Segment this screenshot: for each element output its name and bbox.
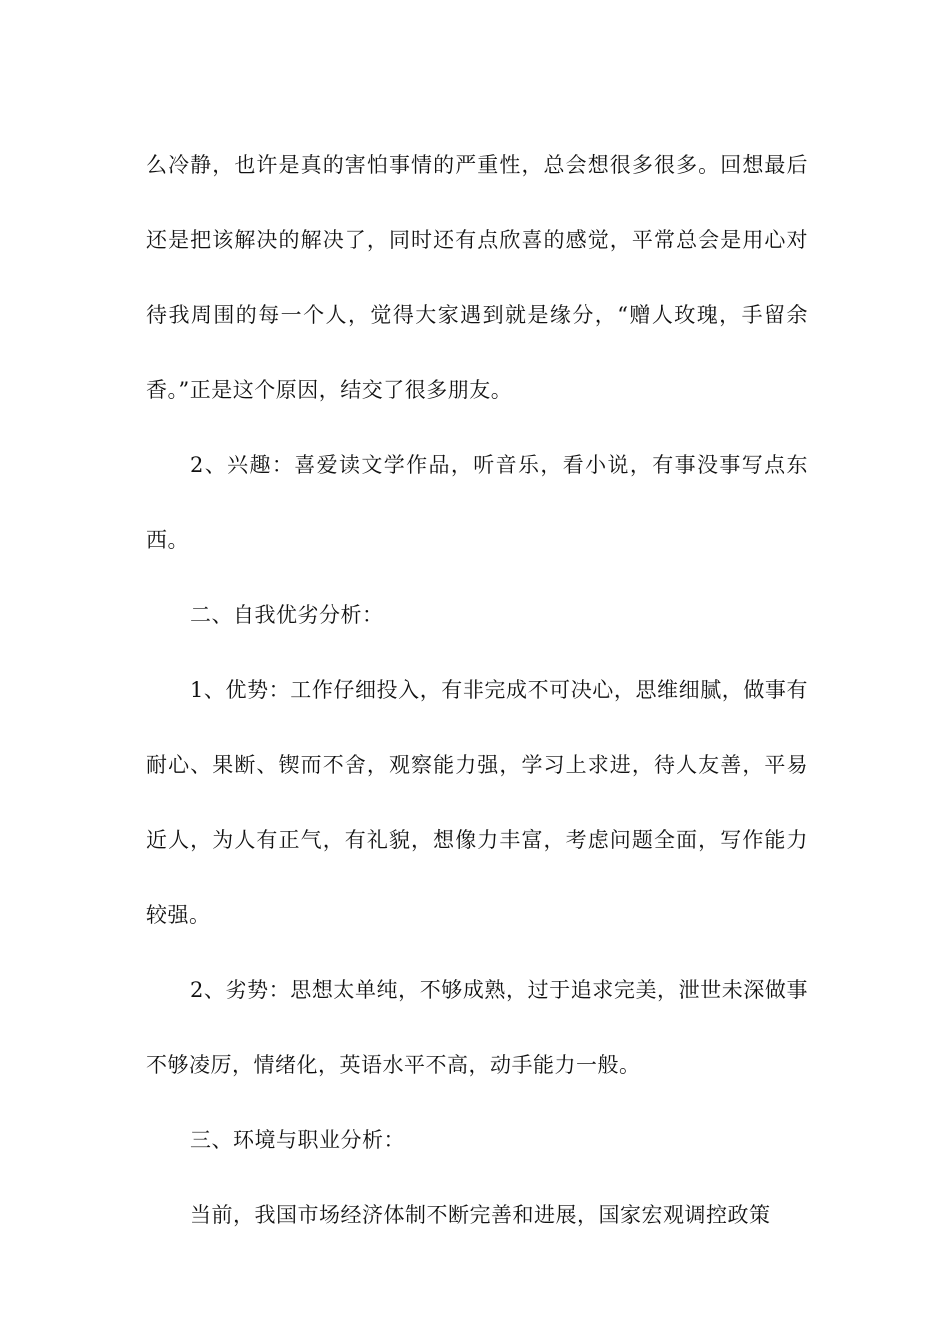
- paragraph-current-situation: 当前，我国市场经济体制不断完善和进展，国家宏观调控政策: [190, 1203, 771, 1227]
- paragraph-personality-continued: 么冷静，也许是真的害怕事情的严重性，总会想很多很多。回想最后还是把该解决的解决了，同时还有点欣喜的感觉，平常总会是用心对待我周围的每一个人，觉得大家遇到就是缘分，“赠人玫瑰，手留余香。”正是这个原因，结交了很多朋友。: [146, 153, 808, 402]
- section-heading-self-analysis: 二、自我优劣分析：: [190, 603, 384, 627]
- paragraph-strengths: 1、优势：工作仔细投入，有非完成不可决心，思维细腻，做事有耐心、果断、锲而不舍，观察能力强，学习上求进，待人友善，平易近人，为人有正气，有礼貌，想像力丰富，考虑问题全面，写作能力较强。: [146, 678, 808, 927]
- document-body: [146, 128, 808, 1253]
- paragraph-weaknesses: 2、劣势：思想太单纯，不够成熟，过于追求完美，泄世未深做事不够凌厉，情绪化，英语水平不高，动手能力一般。: [146, 978, 808, 1077]
- paragraph-interests: 2、兴趣：喜爱读文学作品，听音乐，看小说，有事没事写点东西。: [146, 453, 808, 552]
- section-heading-environment-analysis: 三、环境与职业分析：: [190, 1128, 405, 1152]
